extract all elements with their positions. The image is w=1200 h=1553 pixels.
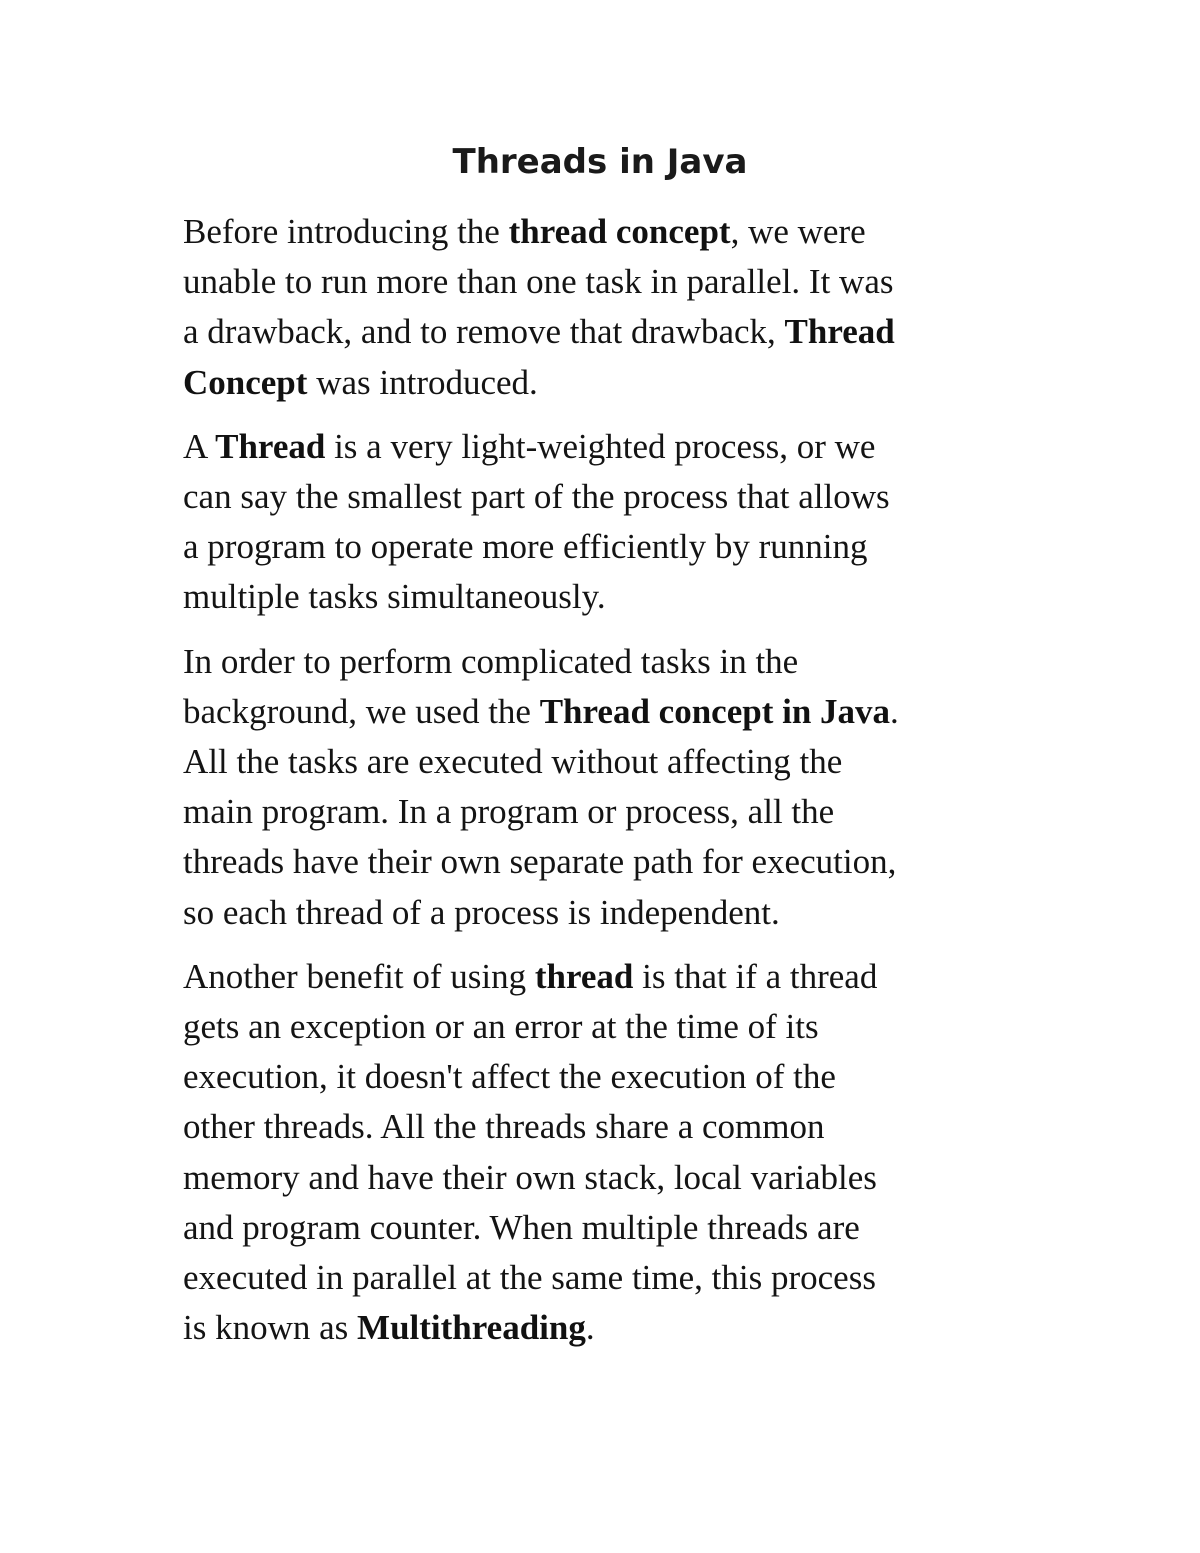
text-segment: In order to perform complicated tasks in the: [183, 641, 799, 681]
text-line: [183, 472, 1023, 522]
bold-term: Thread: [784, 312, 895, 352]
paragraph-2: [183, 422, 1023, 623]
text-segment: unable to run more than one task in parallel. It was: [183, 262, 894, 302]
text-line: [183, 952, 1023, 1002]
paragraph-3: [183, 637, 1023, 938]
text-line: [183, 1102, 1023, 1152]
text-segment: can say the smallest part of the process that allows: [183, 477, 890, 517]
text-line: [183, 1052, 1023, 1102]
text-segment: is a very light-weighted process, or we: [325, 426, 876, 466]
text-line: [183, 572, 1023, 622]
text-line: [183, 257, 1023, 307]
text-segment: other threads. All the threads share a common: [183, 1107, 825, 1147]
text-segment: executed in parallel at the same time, this process: [183, 1258, 876, 1298]
bold-term: Concept: [183, 362, 308, 402]
text-segment: background, we used the: [183, 691, 540, 731]
text-segment: , we were: [730, 212, 866, 251]
bold-term: Multithreading: [357, 1308, 586, 1348]
bold-term: thread: [534, 956, 634, 996]
text-segment: threads have their own separate path for execution,: [183, 842, 897, 882]
text-line: [183, 737, 1023, 787]
text-line: [183, 1253, 1023, 1303]
text-line: [183, 888, 1023, 938]
bold-term: Thread concept in Java: [539, 691, 891, 731]
text-line: [183, 837, 1023, 887]
document-body: [183, 207, 1023, 1367]
text-line: [183, 787, 1023, 837]
text-line: [183, 1303, 1023, 1353]
text-segment: is that if a thread: [633, 956, 878, 996]
text-segment: memory and have their own stack, local variables: [183, 1157, 877, 1197]
text-segment: and program counter. When multiple threads are: [183, 1207, 860, 1247]
text-segment: All the tasks are executed without affecting the: [183, 742, 843, 782]
text-line: [183, 358, 1023, 408]
paragraph-1: [183, 207, 1023, 408]
bold-term: Thread: [215, 426, 326, 466]
text-line: [183, 1002, 1023, 1052]
text-segment: Another benefit of using: [183, 956, 535, 996]
text-segment: gets an exception or an error at the time of its: [183, 1007, 819, 1047]
text-line: [183, 207, 1023, 257]
text-line: [183, 522, 1023, 572]
text-segment: main program. In a program or process, all the: [183, 792, 835, 832]
text-line: [183, 637, 1023, 687]
text-line: [183, 1203, 1023, 1253]
text-line: [183, 422, 1023, 472]
text-segment: A: [183, 426, 216, 466]
text-segment: so each thread of a process is independent.: [183, 892, 780, 932]
text-segment: .: [585, 1308, 595, 1348]
text-segment: Before introducing the: [183, 212, 509, 251]
text-segment: execution, it doesn't affect the execution of the: [183, 1057, 836, 1097]
text-line: [183, 307, 1023, 357]
bold-term: thread concept: [508, 212, 731, 251]
text-segment: multiple tasks simultaneously.: [183, 577, 606, 617]
page-title: Threads in Java: [452, 142, 748, 182]
paragraph-4: [183, 952, 1023, 1354]
text-segment: was introduced.: [307, 362, 538, 402]
text-segment: a program to operate more efficiently by running: [183, 527, 868, 567]
text-segment: a drawback, and to remove that drawback,: [183, 312, 785, 352]
text-segment: is known as: [183, 1308, 358, 1348]
text-segment: .: [890, 691, 899, 731]
text-line: [183, 687, 1023, 737]
text-line: [183, 1153, 1023, 1203]
